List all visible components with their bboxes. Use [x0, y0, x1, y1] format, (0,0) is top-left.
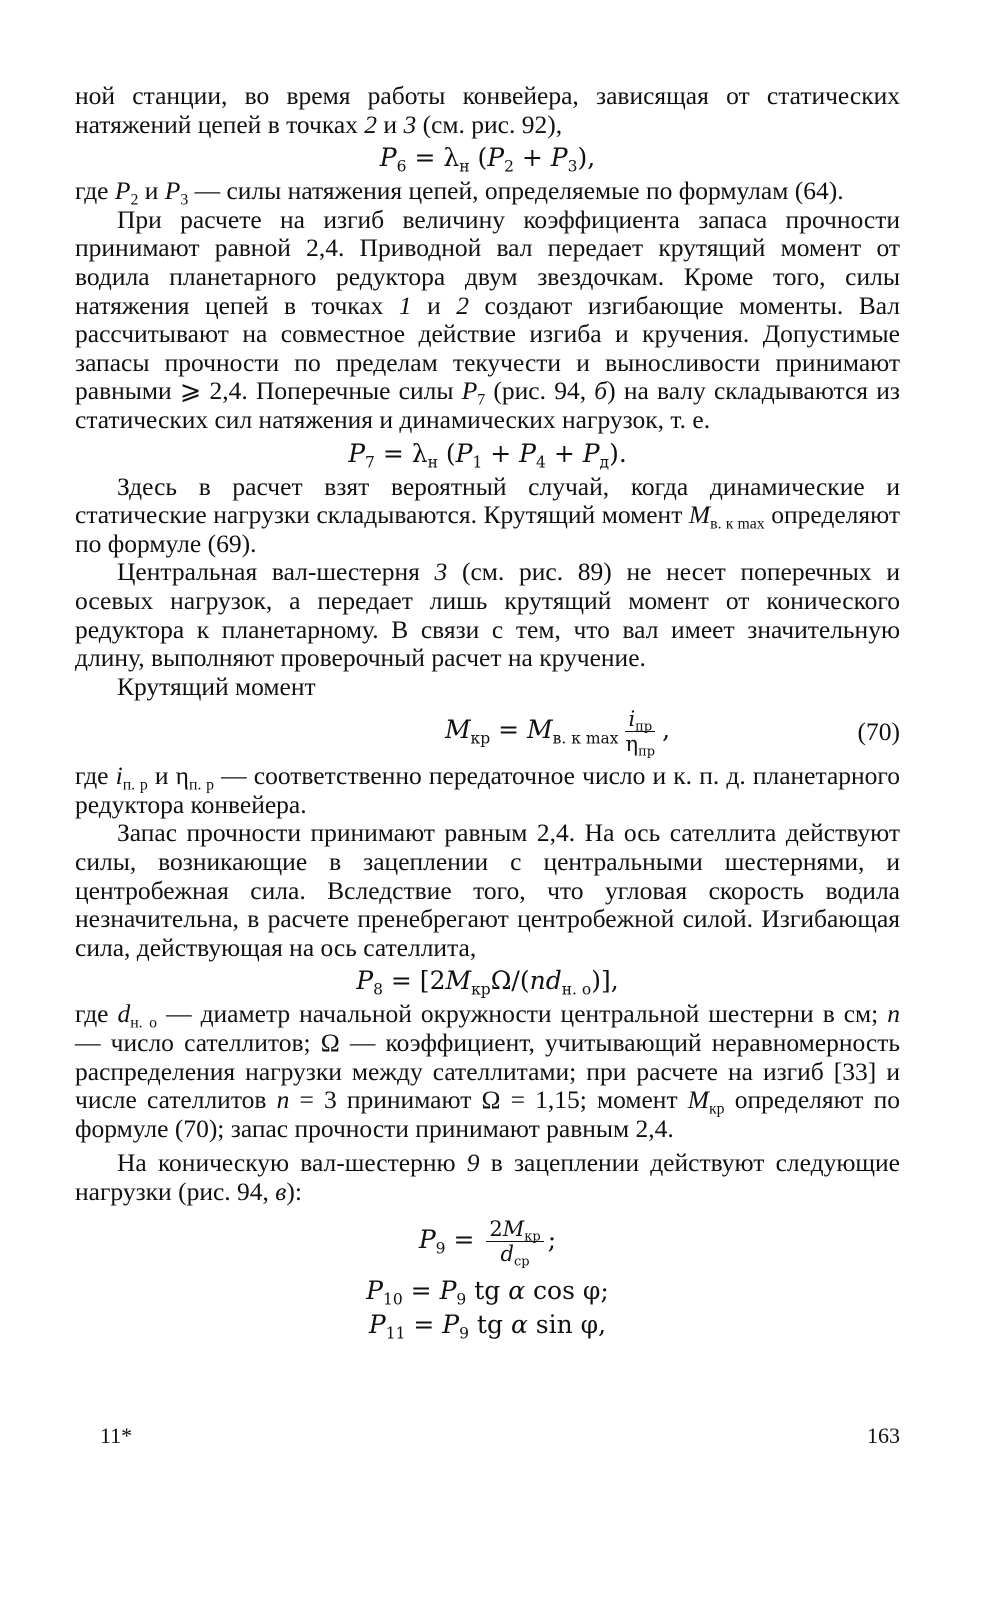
paragraph-7: где $i_{п. р}$ и $\eta_{п. р}$ — соответственно передаточное число и к. п. д. планетарного редуктора конвейера.: [75, 761, 900, 819]
formula-p11: $P_{11} = P_9$ tg α sin φ,: [368, 1309, 607, 1343]
paragraph-10: На коническую вал-шестерню 9 в зацеплении действуют следующие нагрузки (рис. 94, в):: [75, 1148, 900, 1206]
formula-p6: $P_6 = \lambda_н$ $(P_2 + P_3)$,: [379, 143, 596, 176]
paragraph-1: ной станции, во время работы конвейера, зависящая от статических натяжений цепей в точках 2 и 3 (см. рис. 92),: [75, 81, 900, 139]
paragraph-3: При расчете на изгиб величину коэффициента запаса прочности принимают равной 2,4. Приводной вал передает крутящий момент от водила планетарного редуктора двум звездочкам. Кроме того, силы натяжения цепей в точках 1 и 2 создают изгибающие моменты. Вал рассчитывают на совместное действие изгиба и кручения. Допустимые запасы прочности по пределам текучести и выносливости принимают равными ⩾ 2,4. Поперечные силы $P_7$ (рис. 94, б) на валу складываются из статических сил натяжения и динамических нагрузок, т. е.: [75, 204, 901, 434]
paragraph-4: Здесь в расчет взят вероятный случай, когда динамические и статические нагрузки складываются. Крутящий момент $M_{в. к max}$ определяют по формуле (69).: [75, 471, 900, 558]
formula-p10: $P_{10} = P_9$ tg α cos φ;: [366, 1275, 609, 1309]
formula-p7: $P_7 = \lambda_н$ $(P_1 + P_4 + P_д)$.: [348, 438, 627, 471]
fraction-i-eta: $\frac{i_{пр}}{\eta_{пр}}$: [625, 707, 656, 760]
paragraph-2: где $P_2$ и $P_3$ — силы натяжения цепей, определяемые по формулам (64).: [75, 176, 844, 209]
equation-number: (70): [857, 716, 900, 746]
paragraph-8: Запас прочности принимают равным 2,4. На ось сателлита действуют силы, возникающие в зацеплении с центральными шестернями, и центробежная сила. Вследствие того, что угловая скорость водила незначительна, в расчете пренебрегают центробежной силой. Изгибающая сила, действующая на ось сателлита,: [75, 818, 900, 962]
fraction-2m-d: $\frac{2M_{кр}}{d_{ср}}$: [486, 1217, 543, 1266]
paragraph-9: где $d_{н. о}$ — диаметр начальной окружности центральной шестерни в см; n — число сателлитов; Ω — коэффициент, учитывающий неравномерность распределения нагрузки между сателлитами; при расчете на изгиб [33] и числе сателлитов n = 3 принимают Ω = 1,15; момент $M_{кр}$ определяют по формуле (70); запас прочности принимают равным 2,4.: [75, 999, 900, 1143]
signature-mark: 11*: [100, 1423, 133, 1448]
page-number: 163: [867, 1423, 900, 1448]
paragraph-6: Крутящий момент: [117, 671, 316, 701]
page-footer: [100, 1422, 900, 1451]
formula-p8: $P_8 = [2M_{кр}\Omega/(nd_{н. о})]$,: [356, 966, 619, 999]
formula-70: $M_{кр} = M_{в. к max}$ $\frac{i_{пр}}{\eta_{пр}}$ , (70): [444, 707, 900, 760]
formula-p9: $P_9$ = $\frac{2M_{кр}}{d_{ср}}$ ;: [418, 1216, 557, 1270]
paragraph-5: Центральная вал-шестерня 3 (см. рис. 89) не несет поперечных и осевых нагрузок, а передает лишь крутящий момент от конического редуктора к планетарному. В связи с тем, что вал имеет значительную длину, выполняют проверочный расчет на кручение.: [75, 557, 900, 673]
